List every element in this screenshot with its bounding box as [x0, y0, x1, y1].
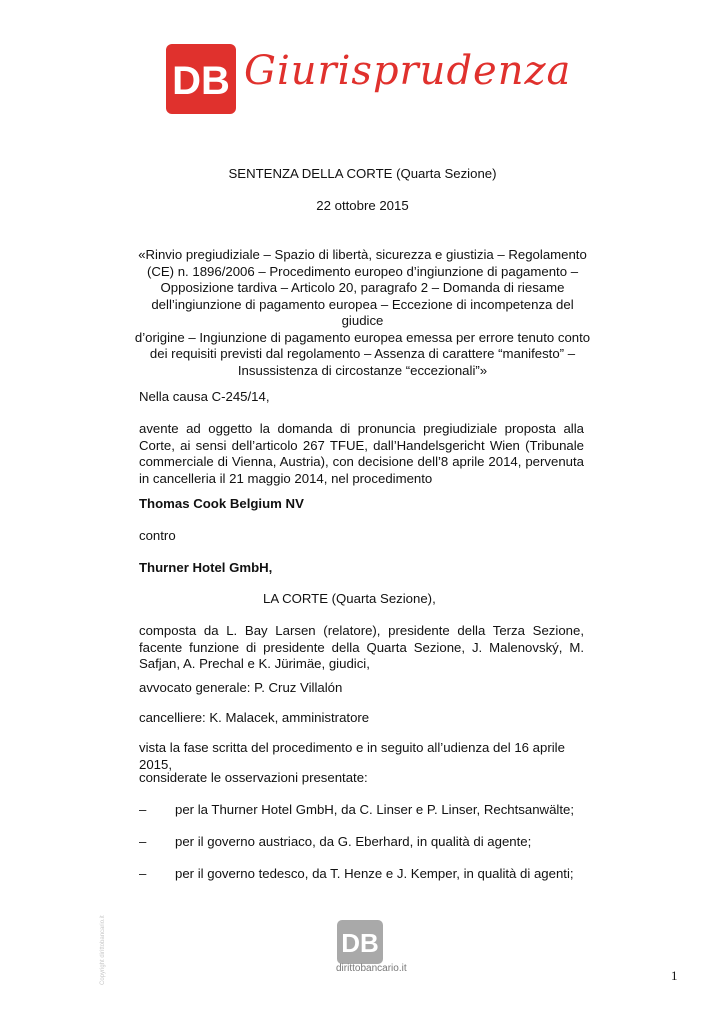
observation-text: per il governo austriaco, da G. Eberhard, in qualità di agente;	[175, 834, 532, 849]
party-applicant: Thomas Cook Belgium NV	[139, 496, 304, 511]
summary	[130, 247, 595, 379]
summary-line: Insussistenza di circostanze “eccezionali”»	[237, 362, 488, 378]
request-paragraph: avente ad oggetto la domanda di pronuncia pregiudiziale proposta alla Corte, ai sensi dell’articolo 267 TFUE, dall’Handelsgericht Wien (Tribunale commerciale di Vienna, Austria), con decisione dell’8 aprile 2014, pervenuta in cancelleria il 21 maggio 2014, nel procedimento	[139, 421, 584, 486]
summary-line: (CE) n. 1896/2006 – Procedimento europeo d’ingiunzione di pagamento –	[146, 263, 579, 279]
copyright-watermark: Copyright dirittobancario.it	[100, 915, 106, 985]
dash-bullet: –	[139, 834, 147, 849]
brand-logo	[166, 44, 236, 114]
observation-item	[139, 834, 584, 849]
summary-line: dei requisiti previsti dal regolamento – Assenza di carattere “manifesto” –	[149, 346, 576, 361]
summary-line: Opposizione tardiva – Articolo 20, paragrafo 2 – Domanda di riesame	[160, 280, 565, 295]
footer-site: dirittobancario.it	[336, 963, 407, 974]
db-logo-icon	[166, 44, 236, 114]
logo-mark-text: DB	[172, 59, 230, 103]
footer-logo-mark: DB	[341, 928, 379, 958]
page-number: 1	[671, 968, 678, 983]
dash-bullet: –	[139, 866, 147, 881]
versus-label: contro	[139, 528, 176, 543]
party-defendant: Thurner Hotel GmbH,	[139, 560, 273, 575]
observations-intro: considerate le osservazioni presentate:	[139, 770, 368, 785]
summary-line: «Rinvio pregiudiziale – Spazio di libertà, sicurezza e giustizia – Regolamento	[138, 247, 587, 262]
footer-logo	[337, 920, 383, 964]
document-date: 22 ottobre 2015	[316, 198, 409, 213]
observation-item	[139, 866, 584, 881]
summary-line: d’origine – Ingiunzione di pagamento europea emessa per errore tenuto conto	[134, 329, 591, 345]
case-number: Nella causa C-245/14,	[139, 389, 270, 404]
summary-line: dell’ingiunzione di pagamento europea – Eccezione di incompetenza del giudice	[151, 296, 574, 328]
court-heading: LA CORTE (Quarta Sezione),	[263, 591, 436, 606]
db-footer-logo-icon	[337, 920, 383, 964]
registrar: cancelliere: K. Malacek, amministratore	[139, 710, 370, 725]
observation-text: per il governo tedesco, da T. Henze e J. Kemper, in qualità di agenti;	[175, 866, 574, 881]
dash-bullet: –	[139, 802, 147, 817]
advocate-general: avvocato generale: P. Cruz Villalón	[139, 680, 343, 695]
observation-text: per la Thurner Hotel GmbH, da C. Linser e P. Linser, Rechtsanwälte;	[175, 802, 574, 817]
procedure: vista la fase scritta del procedimento e in seguito all’udienza del 16 aprile 2015,	[139, 740, 565, 772]
document-title: SENTENZA DELLA CORTE (Quarta Sezione)	[228, 166, 497, 181]
observation-item	[139, 802, 584, 817]
logo-text: Giurisprudenza	[244, 48, 572, 94]
court-composition: composta da L. Bay Larsen (relatore), presidente della Terza Sezione, facente funzione di presidente della Quarta Sezione, J. Malenovský, M. Safjan, A. Prechal e K. Jürimäe, giudici,	[139, 623, 584, 671]
